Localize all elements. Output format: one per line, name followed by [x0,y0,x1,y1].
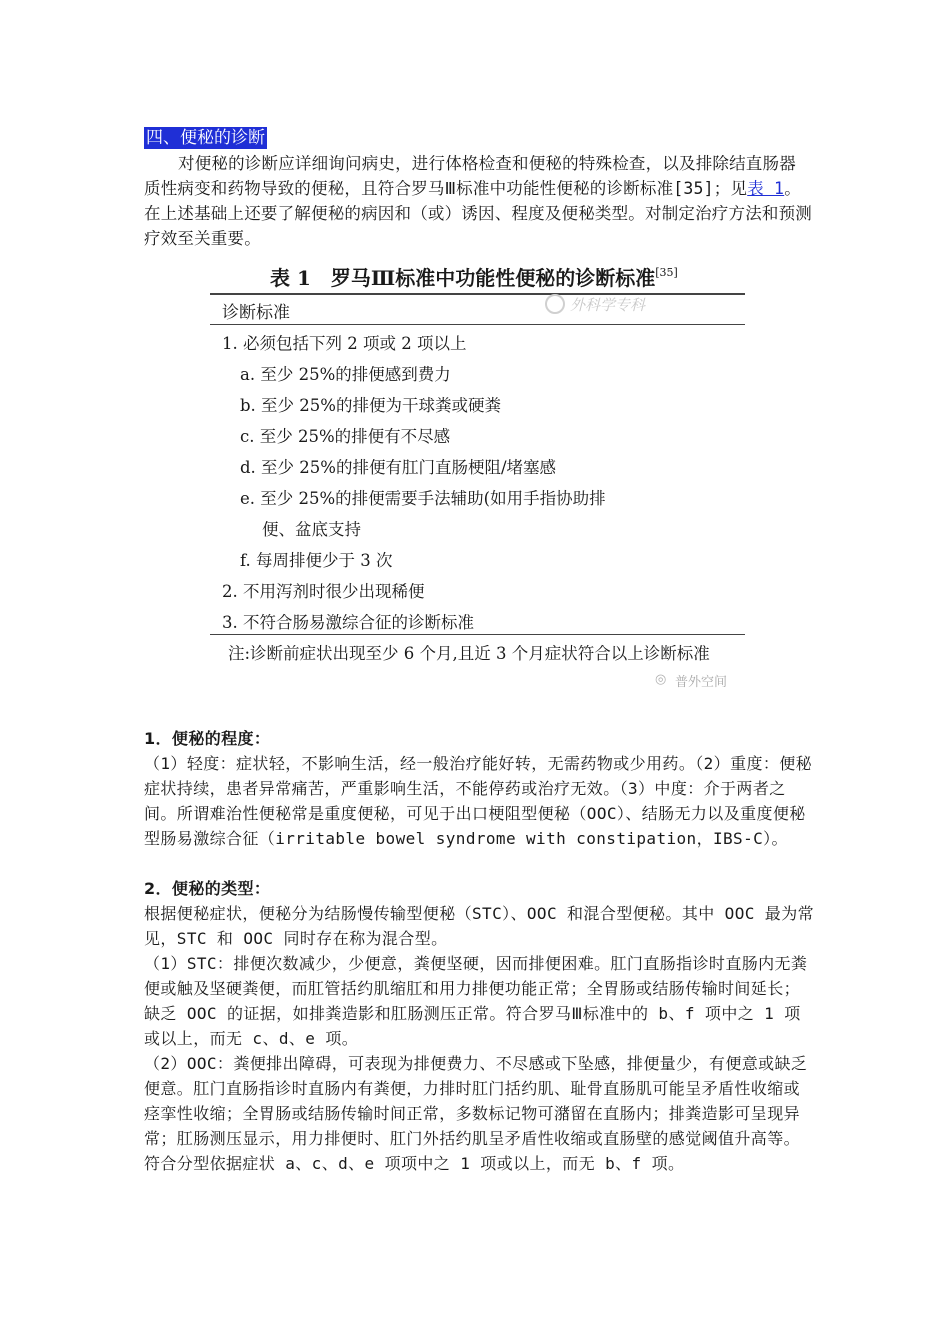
table-title-ref: [35] [655,266,678,279]
types-paragraph-1: 根据便秘症状，便秘分为结肠慢传输型便秘（STC）、OOC 和混合型便秘。其中 OOC 最为常见，STC 和 OOC 同时存在称为混合型。 [144,904,814,948]
watermark-bottom: 普外空间 [675,675,728,690]
intro-paragraph [144,151,812,251]
table-row: a. 至少 25%的排便感到费力 [240,365,451,384]
table-row: f. 每周排便少于 3 次 [240,551,393,570]
watermark-logo-icon [545,294,565,314]
table-header-rule [210,324,745,325]
table-note: 注:诊断前症状出现至少 6 个月,且近 3 个月症状符合以上诊断标准 [228,644,710,663]
table-row: 2. 不用泻剂时很少出现稀便 [222,582,425,601]
table-row: 便、盆底支持 [262,520,361,539]
watermark-top: 外科学专科 [570,296,646,314]
table-row: b. 至少 25%的排便为干球粪或硬粪 [240,396,501,415]
table-row: 3. 不符合肠易激综合征的诊断标准 [222,613,474,632]
types-section [144,876,814,1176]
intro-text-before: 对便秘的诊断应详细询问病史，进行体格检查和便秘的特殊检查，以及排除结直肠器质性病变和药物导致的便秘，且符合罗马Ⅲ标准中功能性便秘的诊断标准[35]；见 [144,154,796,198]
intro-text-after: 。在上述基础上还要了解便秘的病因和（或）诱因、程度及便秘类型。对制定治疗方法和预测疗效至关重要。 [144,179,812,248]
table-title-text: 表 1 罗马Ⅲ标准中功能性便秘的诊断标准 [270,266,656,290]
table-row: d. 至少 25%的排便有肛门直肠梗阻/堵塞感 [240,458,557,477]
table-row: e. 至少 25%的排便需要手法辅助(如用手指协助排 [240,489,606,508]
table-header: 诊断标准 [222,303,290,323]
degree-heading: 1．便秘的程度： [144,729,271,748]
table-top-rule [210,293,745,295]
degree-text: （1）轻度：症状轻，不影响生活，经一般治疗能好转，无需药物或少用药。（2）重度：便秘症状持续，患者异常痛苦，严重影响生活，不能停药或治疗无效。（3）中度：介于两者之间。所谓难治性便秘常是重度便秘，可见于出口梗阻型便秘（OOC）、结肠无力以及重度便秘型肠易激综合征（irritable bowel syndrome with constipation，IBS-C）。 [144,754,813,848]
table-row: c. 至少 25%的排便有不尽感 [240,427,451,446]
types-paragraph-2: （1）STC：排便次数减少，少便意，粪便坚硬，因而排便困难。肛门直肠指诊时直肠内无粪便或触及坚硬粪便，而肛管括约肌缩肛和用力排便功能正常；全胃肠或结肠传输时间延长；缺乏 OOC 的证据，如排粪造影和肛肠测压正常。符合罗马Ⅲ标准中的 b、f 项中之 1 项或以上，而无 c、d、e 项。 [144,954,808,1048]
table-bottom-rule [210,634,745,635]
wechat-icon: ◎ [655,672,667,687]
types-paragraph-3: （2）OOC：粪便排出障碍，可表现为排便费力、不尽感或下坠感，排便量少，有便意或缺乏便意。肛门直肠指诊时直肠内有粪便，力排时肛门括约肌、耻骨直肠肌可能呈矛盾性收缩或痉挛性收缩；全胃肠或结肠传输时间正常，多数标记物可潴留在直肠内；排粪造影可呈现异常；肛肠测压显示，用力排便时、肛门外括约肌呈矛盾性收缩或直肠壁的感觉阈值升高等。符合分型依据症状 a、c、d、e 项项中之 1 项或以上，而无 b、f 项。 [144,1054,808,1173]
types-heading: 2．便秘的类型： [144,879,271,898]
section-title: 四、便秘的诊断 [146,128,265,148]
degree-section [144,726,814,851]
table-1-link[interactable]: 表 1 [747,179,785,198]
table-title [270,262,678,291]
diagnostic-criteria-table [200,258,760,706]
table-row: 1. 必须包括下列 2 项或 2 项以上 [222,334,467,353]
